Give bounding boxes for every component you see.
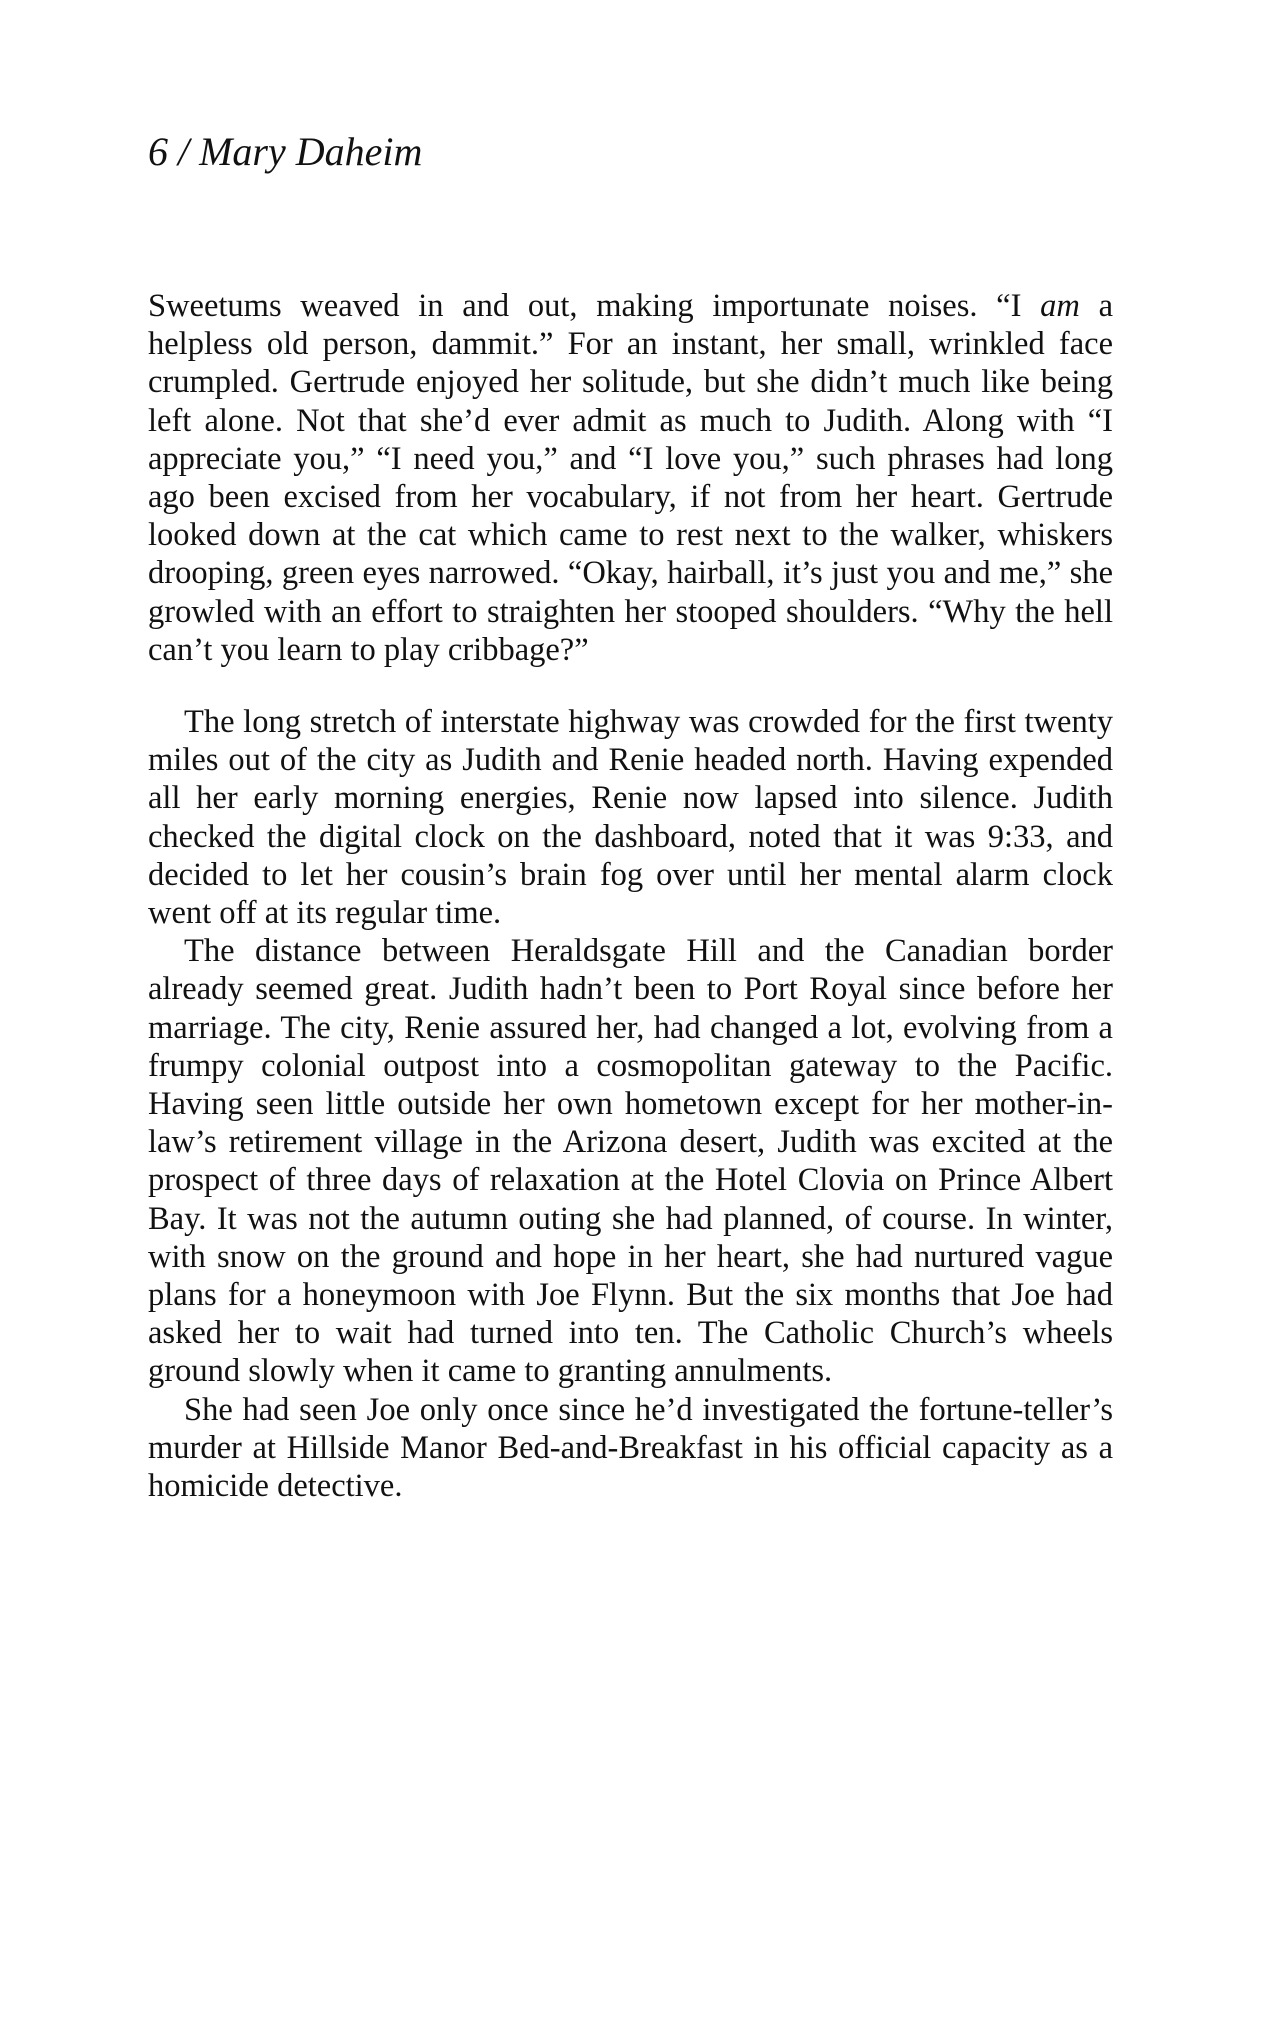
paragraph-text: a helpless old person, dammit.” For an instant, her small, wrinkled face crumpled. Gertrude enjoyed her solitude, but she didn’t much like being left alone. Not that she’d ever admit as much to Judith. Along with “I appreciate you,” “I need you,” and “I love you,” such phrases had long ago been excised from her vocabulary, if not from her heart. Gertrude looked down at the cat which came to rest next to the walker, whiskers drooping, green eyes narrowed. “Okay, hairball, it’s just you and me,” she growled with an effort to straighten her stooped shoulders. “Why the hell can’t you learn to play cribbage?” [148, 288, 1113, 668]
running-head: 6 / Mary Daheim [148, 129, 423, 174]
paragraph-text: Sweetums weaved in and out, making importunate noises. “I [148, 288, 1041, 324]
paragraph-gertrude [148, 287, 1113, 669]
paragraph-joe: She had seen Joe only once since he’d investigated the fortune-teller’s murder at Hillside Manor Bed-and-Breakfast in his official capacity as a homicide detective. [148, 1391, 1113, 1505]
paragraph-highway: The long stretch of interstate highway was crowded for the first twenty miles out of the city as Judith and Renie headed north. Having expended all her early morning energies, Renie now lapsed into silence. Judith checked the digital clock on the dashboard, noted that it was 9:33, and decided to let her cousin’s brain fog over until her mental alarm clock went off at its regular time. [148, 704, 1113, 932]
emphasized-word: am [1040, 288, 1080, 324]
section-break [148, 669, 1113, 703]
body-text [148, 287, 1113, 1505]
paragraph-distance: The distance between Heraldsgate Hill and the Canadian border already seemed great. Judith hadn’t been to Port Royal since before her marriage. The city, Renie assured her, had changed a lot, evolving from a frumpy colonial outpost into a cosmopolitan gateway to the Pacific. Having seen little outside her own hometown except for her mother-in-law’s retirement village in the Arizona desert, Judith was excited at the prospect of three days of relaxation at the Hotel Clovia on Prince Albert Bay. It was not the autumn outing she had planned, of course. In winter, with snow on the ground and hope in her heart, she had nurtured vague plans for a honeymoon with Joe Flynn. But the six months that Joe had asked her to wait had turned into ten. The Catholic Church’s wheels ground slowly when it came to granting annulments. [148, 933, 1113, 1390]
